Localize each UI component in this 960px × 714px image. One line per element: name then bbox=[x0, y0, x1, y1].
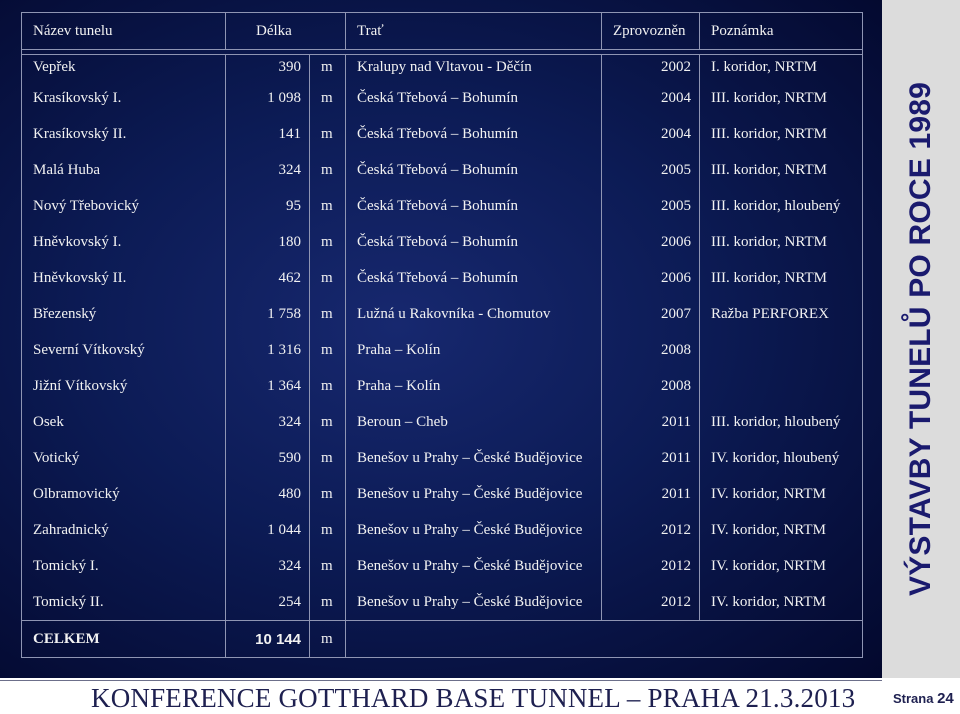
tunnel-note: IV. koridor, NRTM bbox=[700, 512, 863, 548]
table-row bbox=[22, 548, 863, 584]
opening-year: 2012 bbox=[602, 512, 700, 548]
railway-line: Benešov u Prahy – České Budějovice bbox=[346, 584, 602, 621]
tunnel-length: 141 bbox=[226, 116, 310, 152]
length-unit: m bbox=[310, 152, 346, 188]
opening-year: 2005 bbox=[602, 152, 700, 188]
tunnel-note: IV. koridor, NRTM bbox=[700, 584, 863, 621]
table-row bbox=[22, 332, 863, 368]
railway-line: Praha – Kolín bbox=[346, 332, 602, 368]
tunnel-name: Hněvkovský I. bbox=[22, 224, 226, 260]
footer-title: KONFERENCE GOTTHARD BASE TUNNEL – PRAHA 21.3.2013 bbox=[91, 683, 856, 713]
tunnel-name: Jižní Vítkovský bbox=[22, 368, 226, 404]
table-row bbox=[22, 55, 863, 81]
railway-line: Praha – Kolín bbox=[346, 368, 602, 404]
opening-year: 2011 bbox=[602, 404, 700, 440]
table-row bbox=[22, 440, 863, 476]
railway-line: Česká Třebová – Bohumín bbox=[346, 188, 602, 224]
tunnel-length: 324 bbox=[226, 404, 310, 440]
tunnel-name: Březenský bbox=[22, 296, 226, 332]
tunnel-length: 1 364 bbox=[226, 368, 310, 404]
page-indicator bbox=[893, 690, 954, 707]
header-note: Poznámka bbox=[700, 13, 863, 50]
railway-line: Benešov u Prahy – České Budějovice bbox=[346, 512, 602, 548]
railway-line: Kralupy nad Vltavou - Děčín bbox=[346, 55, 602, 81]
header-year: Zprovozněn bbox=[602, 13, 700, 50]
tunnel-length: 1 044 bbox=[226, 512, 310, 548]
tunnel-note bbox=[700, 332, 863, 368]
table-row bbox=[22, 404, 863, 440]
table-row bbox=[22, 152, 863, 188]
length-unit: m bbox=[310, 224, 346, 260]
tunnel-length: 324 bbox=[226, 152, 310, 188]
tunnel-note: III. koridor, NRTM bbox=[700, 152, 863, 188]
tunnel-length: 590 bbox=[226, 440, 310, 476]
side-title: VÝSTAVBY TUNELŮ PO ROCE 1989 bbox=[904, 81, 937, 597]
tunnel-length: 324 bbox=[226, 548, 310, 584]
tunnel-note: III. koridor, NRTM bbox=[700, 80, 863, 116]
length-unit: m bbox=[310, 80, 346, 116]
opening-year: 2007 bbox=[602, 296, 700, 332]
tunnel-length: 1 098 bbox=[226, 80, 310, 116]
tunnel-note: Ražba PERFOREX bbox=[700, 296, 863, 332]
tunnel-note: III. koridor, hloubený bbox=[700, 404, 863, 440]
tunnel-name: Tomický I. bbox=[22, 548, 226, 584]
tunnel-note bbox=[700, 368, 863, 404]
tunnel-note: I. koridor, NRTM bbox=[700, 55, 863, 81]
tunnel-note: III. koridor, NRTM bbox=[700, 224, 863, 260]
opening-year: 2004 bbox=[602, 80, 700, 116]
table-row bbox=[22, 296, 863, 332]
tunnel-name: Olbramovický bbox=[22, 476, 226, 512]
length-unit: m bbox=[310, 260, 346, 296]
tunnel-name: Zahradnický bbox=[22, 512, 226, 548]
table-row bbox=[22, 584, 863, 621]
length-unit: m bbox=[310, 476, 346, 512]
tunnel-note: IV. koridor, NRTM bbox=[700, 476, 863, 512]
header-length: Délka bbox=[226, 13, 346, 50]
total-unit: m bbox=[310, 621, 346, 658]
page-number: 24 bbox=[937, 690, 954, 707]
opening-year: 2008 bbox=[602, 332, 700, 368]
length-unit: m bbox=[310, 584, 346, 621]
table-row bbox=[22, 116, 863, 152]
railway-line: Česká Třebová – Bohumín bbox=[346, 152, 602, 188]
tunnel-name: Severní Vítkovský bbox=[22, 332, 226, 368]
railway-line: Česká Třebová – Bohumín bbox=[346, 116, 602, 152]
opening-year: 2004 bbox=[602, 116, 700, 152]
tunnel-name: Krasíkovský II. bbox=[22, 116, 226, 152]
table-row bbox=[22, 80, 863, 116]
tunnel-name: Votický bbox=[22, 440, 226, 476]
opening-year: 2006 bbox=[602, 260, 700, 296]
tunnel-table bbox=[21, 12, 863, 658]
railway-line: Benešov u Prahy – České Budějovice bbox=[346, 476, 602, 512]
header-name: Název tunelu bbox=[22, 13, 226, 50]
length-unit: m bbox=[310, 512, 346, 548]
opening-year: 2011 bbox=[602, 440, 700, 476]
table-row bbox=[22, 476, 863, 512]
tunnel-length: 1 758 bbox=[226, 296, 310, 332]
tunnel-length: 462 bbox=[226, 260, 310, 296]
tunnel-name: Hněvkovský II. bbox=[22, 260, 226, 296]
tunnel-length: 95 bbox=[226, 188, 310, 224]
footer-divider bbox=[0, 680, 882, 681]
tunnel-note: IV. koridor, hloubený bbox=[700, 440, 863, 476]
railway-line: Lužná u Rakovníka - Chomutov bbox=[346, 296, 602, 332]
tunnel-length: 480 bbox=[226, 476, 310, 512]
tunnel-length: 1 316 bbox=[226, 332, 310, 368]
tunnel-name: Vepřek bbox=[22, 55, 226, 81]
railway-line: Česká Třebová – Bohumín bbox=[346, 260, 602, 296]
railway-line: Benešov u Prahy – České Budějovice bbox=[346, 548, 602, 584]
total-label: CELKEM bbox=[22, 621, 226, 658]
railway-line: Benešov u Prahy – České Budějovice bbox=[346, 440, 602, 476]
table-row bbox=[22, 260, 863, 296]
table-row bbox=[22, 188, 863, 224]
opening-year: 2005 bbox=[602, 188, 700, 224]
length-unit: m bbox=[310, 296, 346, 332]
length-unit: m bbox=[310, 440, 346, 476]
header-line: Trať bbox=[346, 13, 602, 50]
table-row bbox=[22, 368, 863, 404]
length-unit: m bbox=[310, 55, 346, 81]
tunnel-name: Nový Třebovický bbox=[22, 188, 226, 224]
tunnel-note: IV. koridor, NRTM bbox=[700, 548, 863, 584]
opening-year: 2006 bbox=[602, 224, 700, 260]
total-empty-cell bbox=[346, 621, 863, 658]
tunnel-length: 390 bbox=[226, 55, 310, 81]
table-row bbox=[22, 224, 863, 260]
opening-year: 2012 bbox=[602, 548, 700, 584]
opening-year: 2008 bbox=[602, 368, 700, 404]
tunnel-note: III. koridor, NRTM bbox=[700, 260, 863, 296]
opening-year: 2011 bbox=[602, 476, 700, 512]
length-unit: m bbox=[310, 188, 346, 224]
tunnel-length: 254 bbox=[226, 584, 310, 621]
length-unit: m bbox=[310, 332, 346, 368]
side-title-panel bbox=[882, 0, 960, 678]
page-label: Strana bbox=[893, 691, 934, 706]
railway-line: Česká Třebová – Bohumín bbox=[346, 80, 602, 116]
tunnel-name: Malá Huba bbox=[22, 152, 226, 188]
tunnel-length: 180 bbox=[226, 224, 310, 260]
length-unit: m bbox=[310, 404, 346, 440]
length-unit: m bbox=[310, 548, 346, 584]
tunnel-table-body bbox=[22, 13, 863, 658]
total-length: 10 144 bbox=[226, 621, 310, 658]
length-unit: m bbox=[310, 116, 346, 152]
tunnel-name: Osek bbox=[22, 404, 226, 440]
railway-line: Beroun – Cheb bbox=[346, 404, 602, 440]
railway-line: Česká Třebová – Bohumín bbox=[346, 224, 602, 260]
table-row bbox=[22, 512, 863, 548]
tunnel-name: Tomický II. bbox=[22, 584, 226, 621]
opening-year: 2002 bbox=[602, 55, 700, 81]
opening-year: 2012 bbox=[602, 584, 700, 621]
tunnel-note: III. koridor, hloubený bbox=[700, 188, 863, 224]
length-unit: m bbox=[310, 368, 346, 404]
table-header-row bbox=[22, 13, 863, 50]
tunnel-name: Krasíkovský I. bbox=[22, 80, 226, 116]
total-row bbox=[22, 621, 863, 658]
tunnel-note: III. koridor, NRTM bbox=[700, 116, 863, 152]
